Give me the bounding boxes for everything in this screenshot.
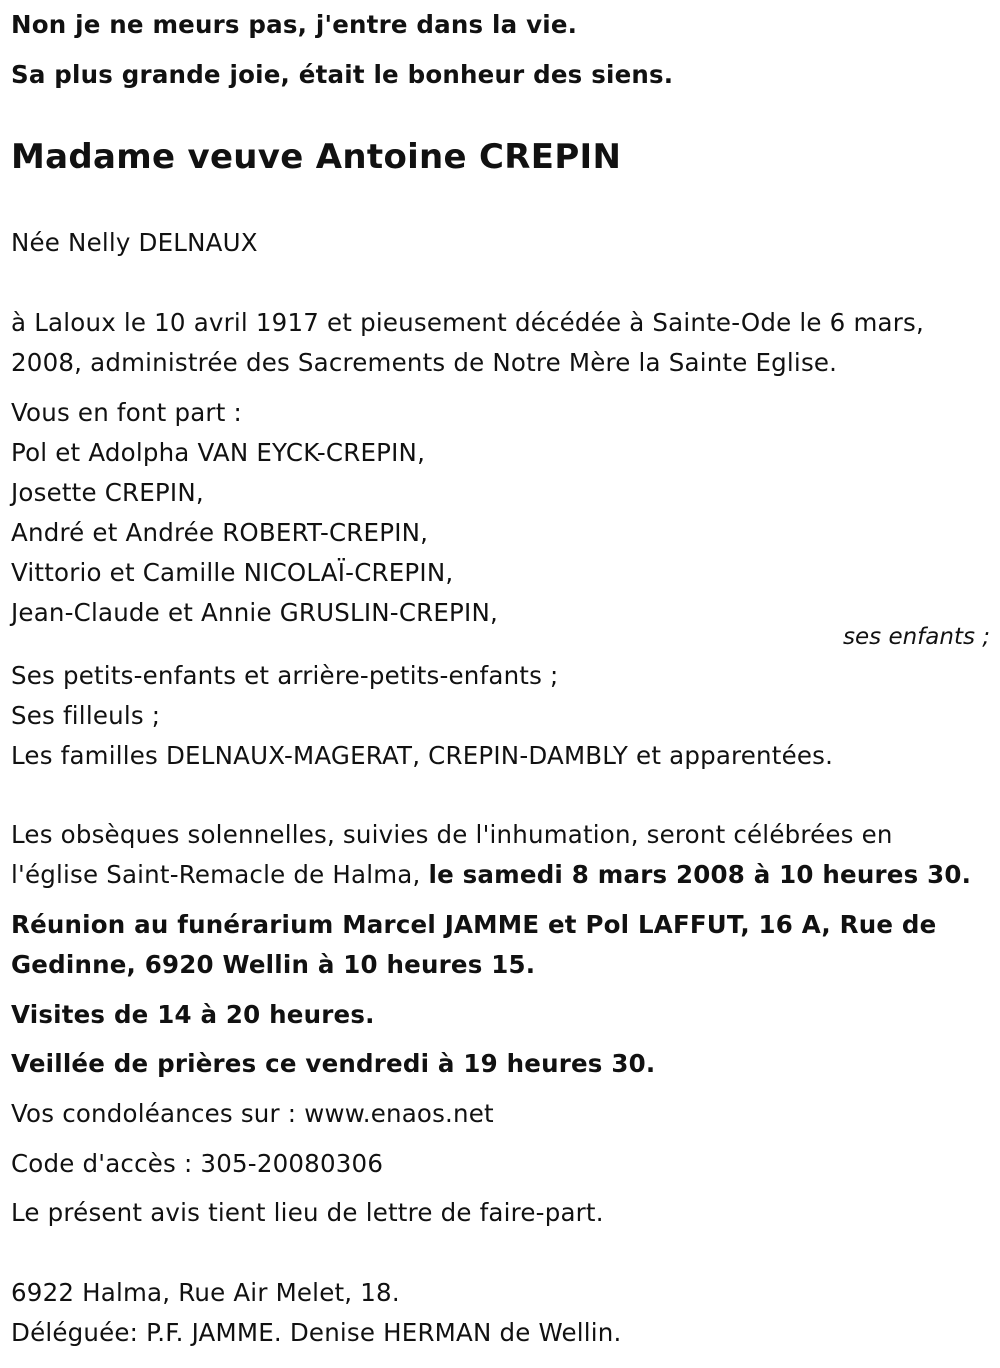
list-item: Les familles DELNAUX-MAGERAT, CREPIN-DAMBLY et apparentées.	[11, 741, 834, 770]
list-item: Ses filleuls ;	[11, 701, 161, 730]
funeral-location: l'église Saint-Remacle de Halma,	[11, 860, 429, 889]
funeral-datetime: le samedi 8 mars 2008 à 10 heures 30.	[428, 860, 972, 889]
list-item: Pol et Adolpha VAN EYCK-CREPIN,	[11, 438, 426, 467]
notice-text: Le présent avis tient lieu de lettre de faire-part.	[11, 1198, 604, 1227]
epigraph-line-2: Sa plus grande joie, était le bonheur des siens.	[11, 60, 674, 89]
list-item: André et Andrée ROBERT-CREPIN,	[11, 518, 429, 547]
visits-info: Visites de 14 à 20 heures.	[11, 1000, 375, 1029]
address: 6922 Halma, Rue Air Melet, 18.	[11, 1278, 400, 1307]
birth-death-line-2: 2008, administrée des Sacrements de Notre Mère la Sainte Eglise.	[11, 348, 838, 377]
epigraph-line-1: Non je ne meurs pas, j'entre dans la vie.	[11, 10, 578, 39]
list-item: Ses petits-enfants et arrière-petits-enfants ;	[11, 661, 559, 690]
list-item: Josette CREPIN,	[11, 478, 204, 507]
birth-death-line-1: à Laloux le 10 avril 1917 et pieusement décédée à Sainte-Ode le 6 mars,	[11, 308, 924, 337]
meeting-line-1: Réunion au funérarium Marcel JAMME et Pol LAFFUT, 16 A, Rue de	[11, 910, 937, 939]
announcers-intro: Vous en font part :	[11, 398, 242, 427]
delegate: Déléguée: P.F. JAMME. Denise HERMAN de Wellin.	[11, 1318, 622, 1347]
funeral-line-1: Les obsèques solennelles, suivies de l'inhumation, seront célébrées en	[11, 820, 893, 849]
list-item: Jean-Claude et Annie GRUSLIN-CREPIN,	[11, 598, 498, 627]
maiden-name: Née Nelly DELNAUX	[11, 228, 258, 257]
condolences-info: Vos condoléances sur : www.enaos.net	[11, 1099, 494, 1128]
deceased-name: Madame veuve Antoine CREPIN	[11, 137, 622, 177]
children-label: ses enfants ;	[843, 624, 990, 650]
meeting-line-2: Gedinne, 6920 Wellin à 10 heures 15.	[11, 950, 536, 979]
vigil-info: Veillée de prières ce vendredi à 19 heures 30.	[11, 1049, 656, 1078]
funeral-line-2	[11, 860, 971, 890]
list-item: Vittorio et Camille NICOLAÏ-CREPIN,	[11, 558, 454, 587]
access-code: Code d'accès : 305-20080306	[11, 1149, 384, 1178]
